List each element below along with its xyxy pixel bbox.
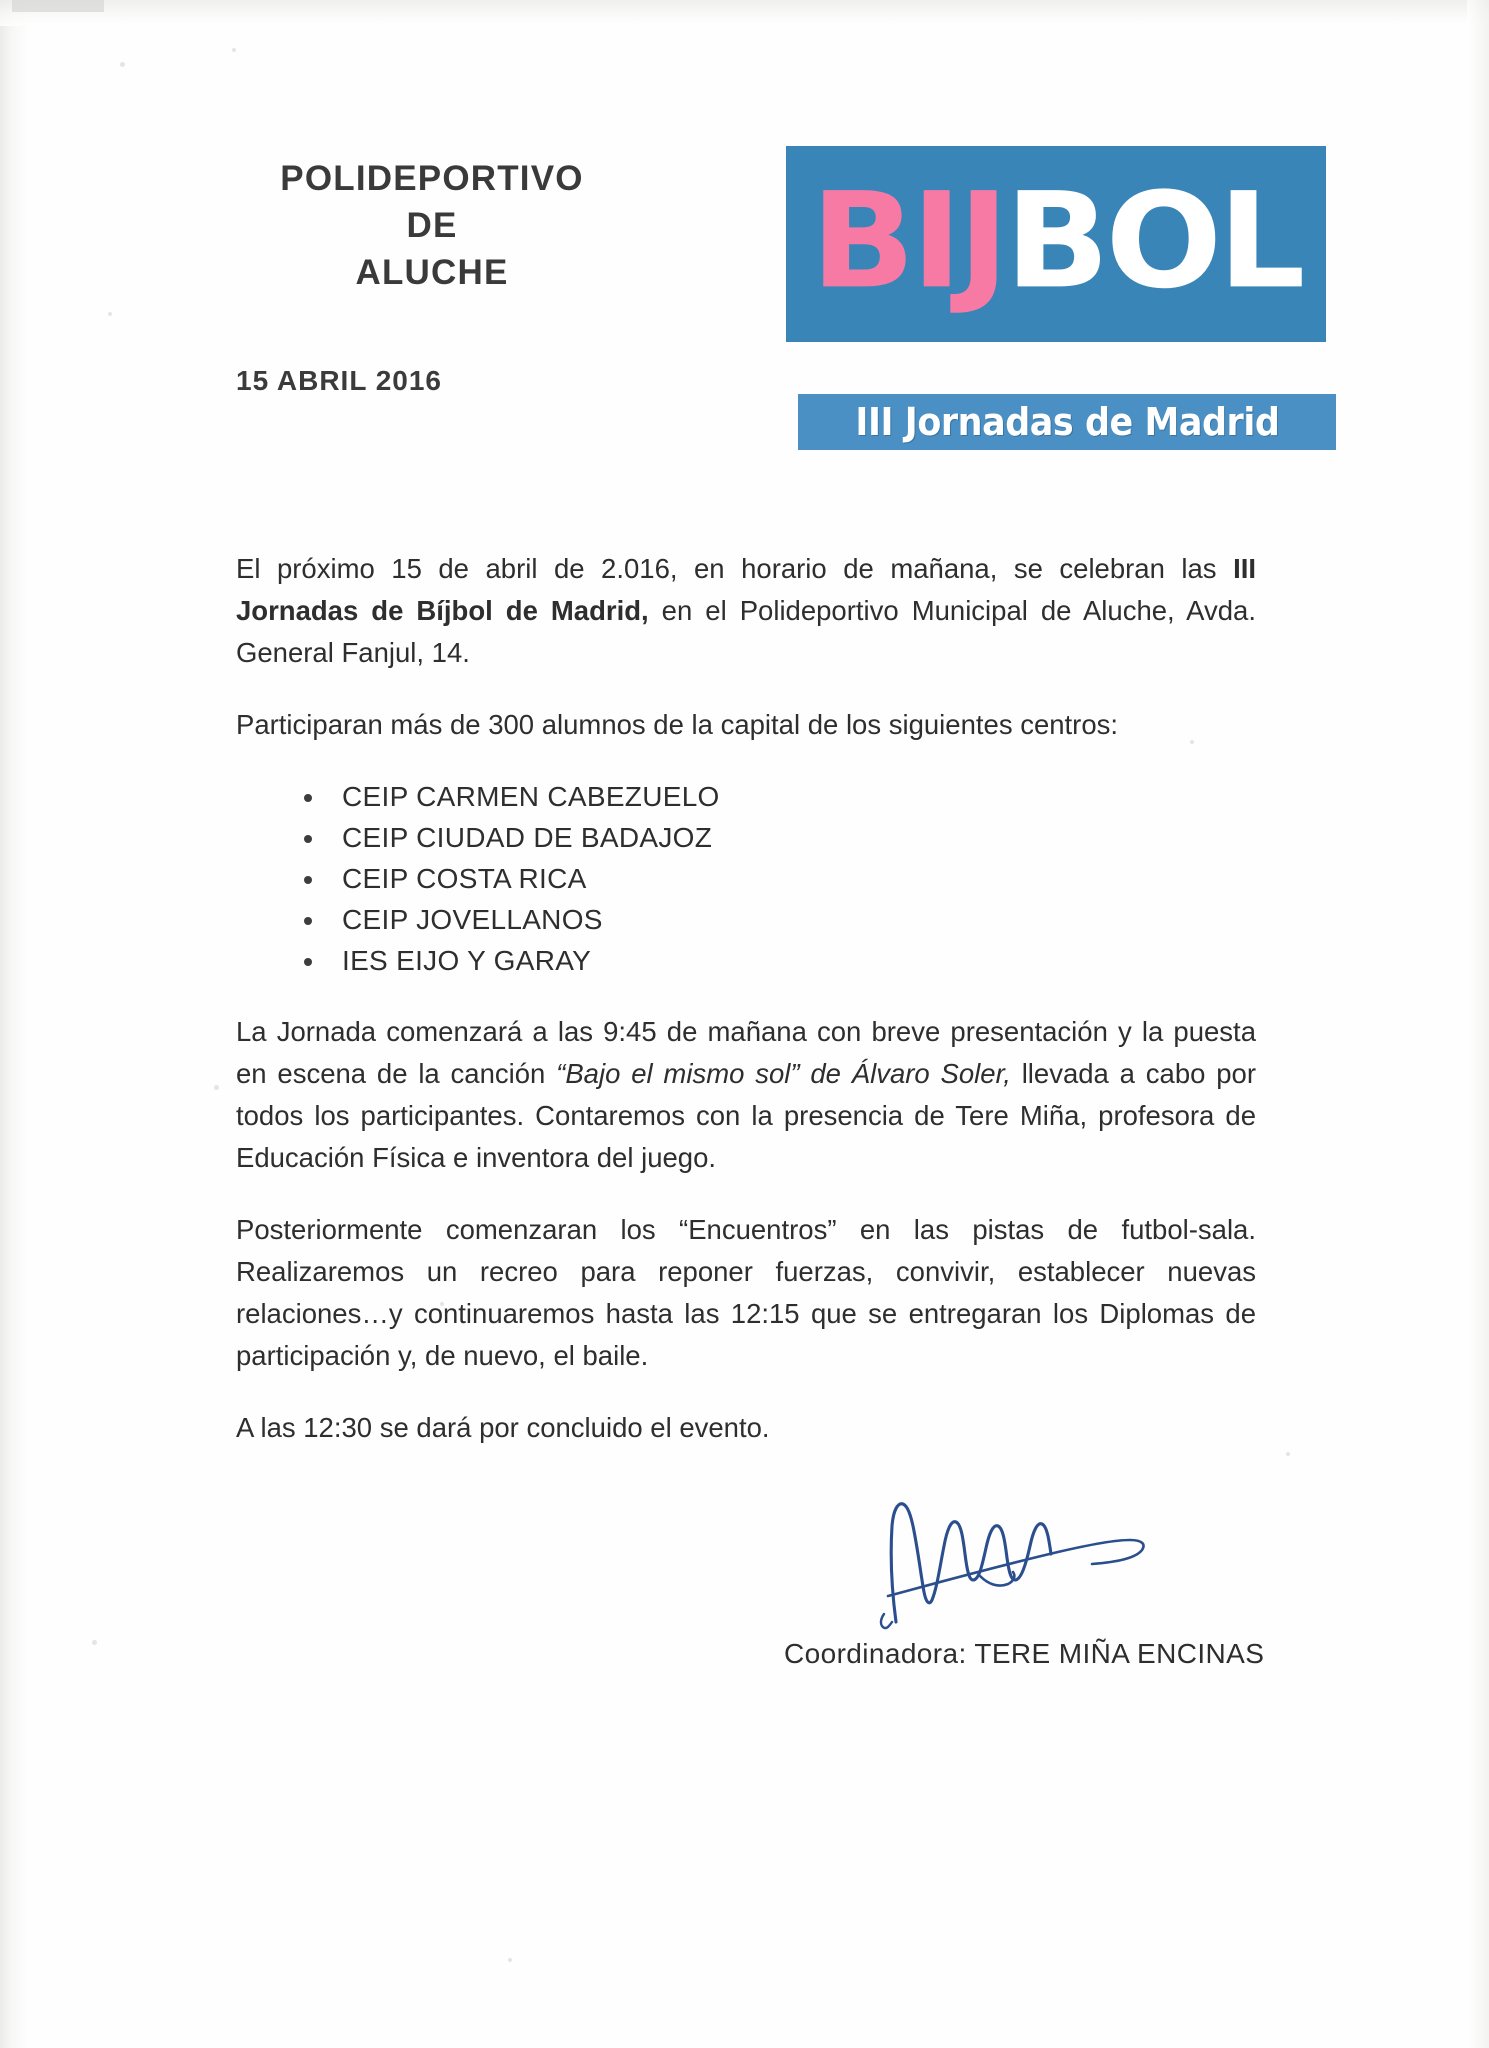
handwritten-signature: [830, 1480, 1190, 1630]
paragraph-schedule-opening-part-1: La Jornada comenzará a las 9:45 de mañana con breve presentación y la puesta en escena de la canción: [236, 1016, 1256, 1089]
organization-title-line-3: ALUCHE: [355, 253, 509, 292]
paragraph-activities: Posteriormente comenzaran los “Encuentros” en las pistas de futbol-sala. Realizaremos un recreo para reponer fuerzas, convivir, establecer nuevas relaciones…y continuaremos hasta las 12:15 que se entregaran los Diplomas de participación y, de nuevo, el baile.: [236, 1214, 1256, 1371]
list-item: CEIP JOVELLANOS: [304, 899, 1256, 940]
organization-title-line-1: POLIDEPORTIVO: [280, 159, 584, 198]
scan-speck: [92, 1640, 97, 1645]
scan-speck: [1286, 1452, 1290, 1456]
school-list: [236, 776, 1256, 981]
logo-wordmark-bol: BOL: [1004, 164, 1302, 319]
paragraph-intro-part-1: El próximo 15 de abril de 2.016, en horario de mañana, se celebran las: [236, 553, 1234, 584]
paragraph-schedule-opening: [236, 1011, 1256, 1179]
logo-subtitle-banner: [798, 394, 1336, 450]
bijbol-logo: [786, 146, 1326, 444]
document-header: [0, 0, 1489, 470]
list-item: IES EIJO Y GARAY: [304, 940, 1256, 981]
scan-speck: [214, 1085, 219, 1090]
organization-title: [232, 155, 632, 296]
logo-wordmark: [810, 164, 1302, 319]
document-body: [236, 548, 1256, 1449]
list-item: CEIP COSTA RICA: [304, 858, 1256, 899]
logo-subtitle-text: III Jornadas de Madrid: [854, 400, 1279, 444]
paragraph-intro-bold: III Jornadas de Bíjbol de Madrid,: [236, 553, 1256, 626]
paragraph-closing: A las 12:30 se dará por concluido el evento.: [236, 1412, 770, 1443]
scan-speck: [508, 1958, 512, 1962]
organization-title-line-2: DE: [406, 206, 458, 245]
list-item: CEIP CIUDAD DE BADAJOZ: [304, 817, 1256, 858]
logo-color-block: [786, 146, 1326, 342]
paragraph-schedule-opening-italic: “Bajo el mismo sol” de Álvaro Soler,: [556, 1058, 1011, 1089]
event-date: 15 ABRIL 2016: [236, 365, 442, 396]
paragraph-intro: [236, 548, 1256, 674]
signature-block: [760, 1480, 1320, 1700]
list-item: CEIP CARMEN CABEZUELO: [304, 776, 1256, 817]
paragraph-schedule-opening-part-2: llevada a cabo por todos los participantes. Contaremos con la presencia de Tere Miña, profesora de Educación Física e inventora del juego.: [236, 1058, 1256, 1173]
logo-wordmark-bij: BIJ: [810, 164, 1005, 319]
paragraph-participants: Participaran más de 300 alumnos de la capital de los siguientes centros:: [236, 709, 1119, 740]
coordinator-name: Coordinadora: TERE MIÑA ENCINAS: [784, 1638, 1265, 1669]
paragraph-intro-part-2: en el Polideportivo Municipal de Aluche, Avda. General Fanjul, 14.: [236, 595, 1256, 668]
